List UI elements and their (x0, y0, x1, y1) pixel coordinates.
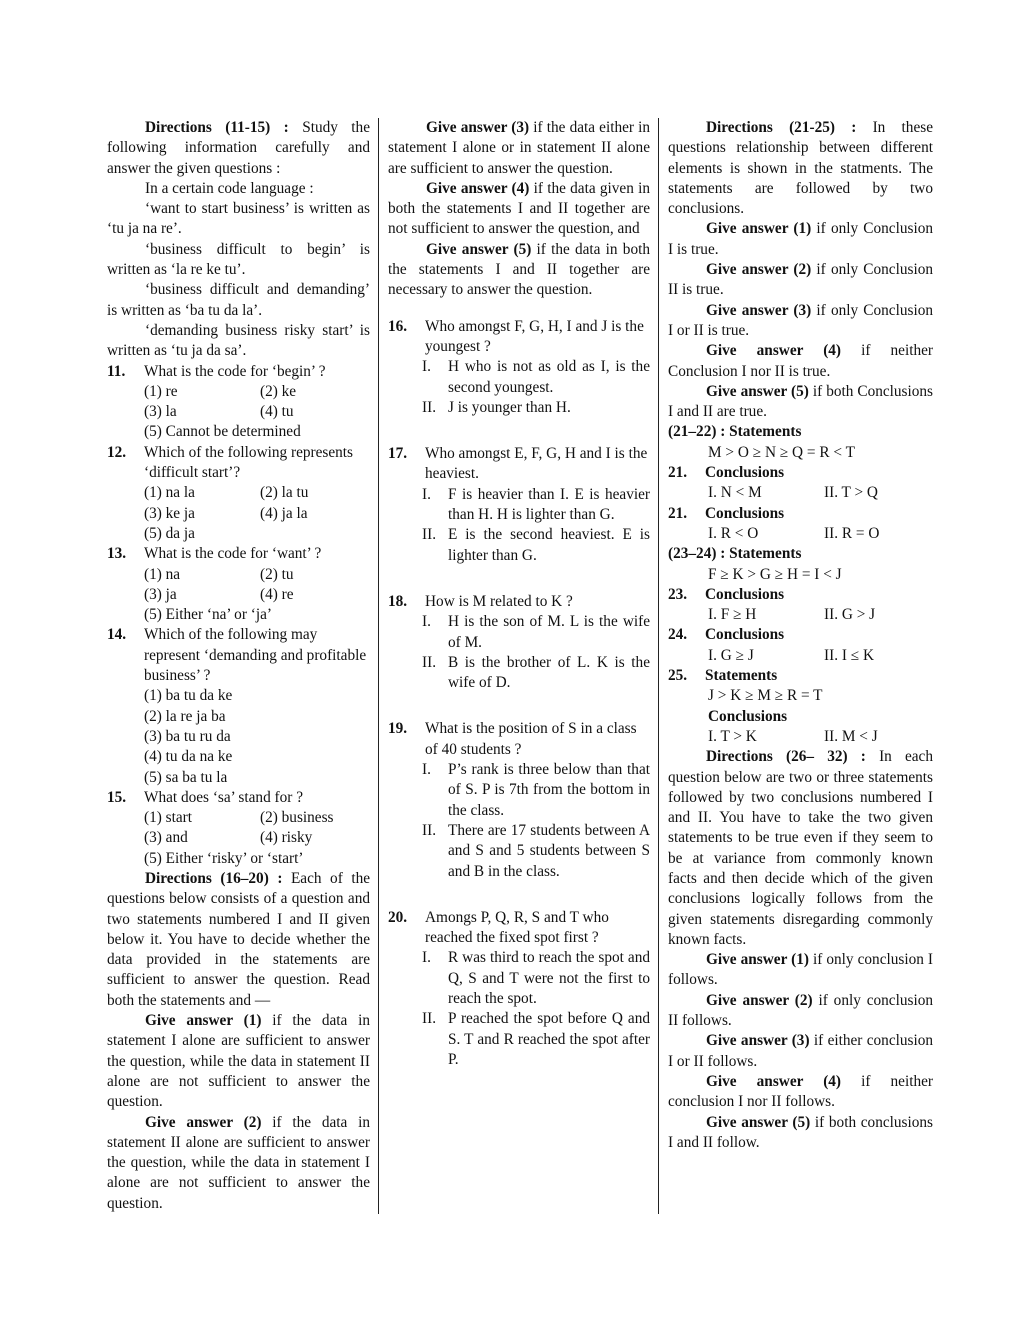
option: (2) la re ja ba (144, 707, 226, 725)
option: (4) tu (260, 403, 294, 421)
option: (3) and (144, 829, 188, 847)
question-12: 12. Which of the following represents ‘difficult start’? (1) na la (2) la tu (3) ke ja (4) ja la (5) da ja (107, 443, 370, 544)
statement: E is the second heaviest. E is lighter than G. (448, 526, 650, 564)
conclusions-23: I. F ≥ H II. G > J (708, 606, 876, 624)
code-line: ‘demanding business risky start’ is written as ‘tu ja da sa’. (107, 321, 370, 360)
directions-11-15: Directions (11-15) : Study the following information carefully and answer the given questions : (107, 119, 370, 177)
code-line: ‘want to start business’ is written as ‘tu ja na re’. (107, 200, 370, 238)
give-answer-b1: Give answer (1) if only conclusion I follows. (668, 951, 934, 989)
option: (5) Either ‘risky’ or ‘start’ (144, 849, 304, 867)
statement-25: J > K ≥ M ≥ R = T (708, 687, 823, 705)
give-answer-b3: Give answer (3) if either conclusion I or II follows. (668, 1032, 934, 1070)
statement: H who is not as old as I, is the second youngest. (448, 358, 650, 396)
option: (4) tu da na ke (144, 748, 233, 766)
option: (4) ja la (260, 504, 308, 522)
column-1 (107, 118, 370, 1214)
option: (1) ba tu da ke (144, 687, 233, 705)
option: (2) tu (260, 565, 294, 583)
give-answer-b5: Give answer (5) if both conclusions I and II follow. (668, 1113, 933, 1151)
question-19: 19. What is the position of S in a class of 40 students ? I. P’s rank is three below than that of S. P is 7th from the bottom in the class. II. There are 17 students between A and S and 5 students between S and B in the class. (388, 720, 650, 880)
code-line: ‘business difficult to begin’ is written as ‘la re ke tu’. (107, 240, 370, 279)
question-21-heading: 21. Conclusions (668, 464, 785, 482)
conclusions-25-heading: Conclusions (708, 707, 788, 725)
give-answer-4: Give answer (4) if the data given in both the statements I and II together are not sufficient to answer the question, and (388, 179, 650, 238)
column-divider-1 (378, 118, 379, 1214)
option: (1) re (144, 382, 178, 400)
option: (4) re (260, 585, 294, 603)
give-answer-5: Give answer (5) if the data in both the statements I and II together are necessary to answer the question. (388, 240, 650, 299)
code-intro: In a certain code language : (145, 179, 314, 197)
statement: R was third to reach the spot and Q, S and T were not the first to reach the spot. (448, 949, 650, 1007)
statement-21-22: M > O ≥ N ≥ Q = R < T (708, 443, 855, 461)
option: (5) Cannot be determined (144, 423, 301, 441)
statement: J is younger than H. (448, 398, 571, 416)
option: (2) la tu (260, 484, 309, 502)
option: (4) risky (260, 829, 313, 847)
option: (3) ba tu ru da (144, 727, 231, 745)
question-14: 14. Which of the following may represent ‘demanding and profitable business’ ? (1) ba tu da ke (2) la re ja ba (3) ba tu ru da (4) tu da na ke (5) sa ba tu la (107, 625, 370, 787)
statement: P’s rank is three below than that of S. P is 7th from the bottom in the class. (448, 761, 650, 819)
give-answer-1: Give answer (1) if the data in statement I alone are sufficient to answer the question, while the data in statement II alone are not sufficient to answer the question. (107, 1012, 371, 1111)
question-21b-heading: 21. Conclusions (668, 504, 785, 522)
question-11: 11. What is the code for ‘begin’ ? (1) re (2) ke (3) la (4) tu (5) Cannot be determined (107, 362, 370, 443)
question-17: 17. Who amongst E, F, G, H and I is the heaviest. I. F is heavier than I. E is heavier than H. H is lighter than G. II. E is the second heaviest. E is lighter than G. (388, 445, 650, 564)
question-13: 13. What is the code for ‘want’ ? (1) na (2) tu (3) ja (4) re (5) Either ‘na’ or ‘ja’ (107, 544, 370, 625)
option: (5) da ja (144, 524, 195, 542)
directions-21-25: Directions (21-25) : In these questions relationship between different elements is shown in the statments. The statements are followed by two conclusions. (668, 119, 933, 218)
conclusions-21a: I. N < M II. T > Q (708, 484, 878, 502)
option: (3) ja (144, 585, 177, 603)
statement-23-24: F ≥ K > G ≥ H = I < J (708, 565, 842, 583)
statements-21-22-heading: (21–22) : Statements (668, 423, 802, 441)
option: (1) na (144, 565, 181, 583)
option: (2) business (260, 809, 334, 827)
statement: B is the brother of L. K is the wife of D. (448, 653, 650, 692)
conclusions-24: I. G ≥ J II. I ≤ K (708, 646, 875, 664)
give-answer-5: Give answer (5) if both Conclusions I and II are true. (668, 382, 934, 421)
option: (5) sa ba tu la (144, 768, 228, 786)
option: (1) na la (144, 484, 195, 502)
give-answer-2: Give answer (2) if only Conclusion II is true. (668, 261, 933, 299)
question-15: 15. What does ‘sa’ stand for ? (1) start (2) business (3) and (4) risky (5) Either ‘risky’ or ‘start’ (107, 788, 370, 869)
conclusions-25: I. T > K II. M < J (708, 727, 878, 745)
statement: There are 17 students between A and S and 5 students between S and B in the class. (448, 821, 650, 880)
option: (1) start (144, 809, 192, 827)
option: (3) la (144, 403, 177, 421)
question-16: 16. Who amongst F, G, H, I and J is the youngest ? I. H who is not as old as I, is the second youngest. II. J is younger than H. (388, 317, 650, 416)
question-23-heading: 23. Conclusions (668, 585, 785, 603)
option: (2) ke (260, 382, 297, 400)
directions-26-32: Directions (26– 32) : In each question below are two or three statements followed by two conclusions numbered I and II. You have to take the two given statements to be true even if they seem to be at variance from commonly known facts and then decide which of the given conclusions logically follows from the given statements disregarding commonly known facts. (668, 748, 933, 948)
statements-23-24-heading: (23–24) : Statements (668, 545, 802, 563)
give-answer-4: Give answer (4) if neither Conclusion I nor II is true. (668, 342, 933, 380)
give-answer-b2: Give answer (2) if only conclusion II follows. (668, 991, 933, 1030)
give-answer-3: Give answer (3) if only Conclusion I or II is true. (668, 301, 933, 339)
directions-16-20: Directions (16–20) : Each of the questions below consists of a question and two statements numbered I and II given below it. You have to decide whether the data provided in the statements are sufficient to answer the question. Read both the statements and — (107, 869, 371, 1009)
question-24-heading: 24. Conclusions (668, 626, 785, 644)
question-20: 20. Amongs P, Q, R, S and T who reached the fixed spot first ? I. R was third to reach the spot and Q, S and T were not the first to reach the spot. II. P reached the spot before Q and S. T and R reached the spot after P. (388, 908, 650, 1068)
column-2 (388, 118, 650, 1070)
give-answer-1: Give answer (1) if only Conclusion I is true. (668, 220, 933, 258)
give-answer-3: Give answer (3) if the data either in statement I alone or in statement II alone are sufficient to answer the question. (388, 119, 651, 177)
column-divider-2 (658, 118, 659, 1214)
statement: P reached the spot before Q and S. T and R reached the spot after P. (448, 1010, 650, 1068)
option: (5) Either ‘na’ or ‘ja’ (144, 606, 272, 624)
statement: F is heavier than I. E is heavier than H. H is lighter than G. (448, 485, 650, 524)
statement: H is the son of M. L is the wife of M. (448, 613, 650, 651)
option: (3) ke ja (144, 504, 195, 522)
column-3 (668, 118, 933, 1153)
conclusions-21b: I. R < O II. R = O (708, 524, 880, 542)
question-18: 18. How is M related to K ? I. H is the son of M. L is the wife of M. II. B is the brother of L. K is the wife of D. (388, 592, 650, 692)
give-answer-b4: Give answer (4) if neither conclusion I nor II follows. (668, 1072, 933, 1111)
question-25-heading: 25. Statements (668, 667, 778, 685)
code-line: ‘business difficult and demanding’ is written as ‘ba tu da la’. (107, 281, 370, 319)
give-answer-2: Give answer (2) if the data in statement II alone are sufficient to answer the question, while the data in statement I alone are not sufficient to answer the question. (107, 1113, 371, 1212)
